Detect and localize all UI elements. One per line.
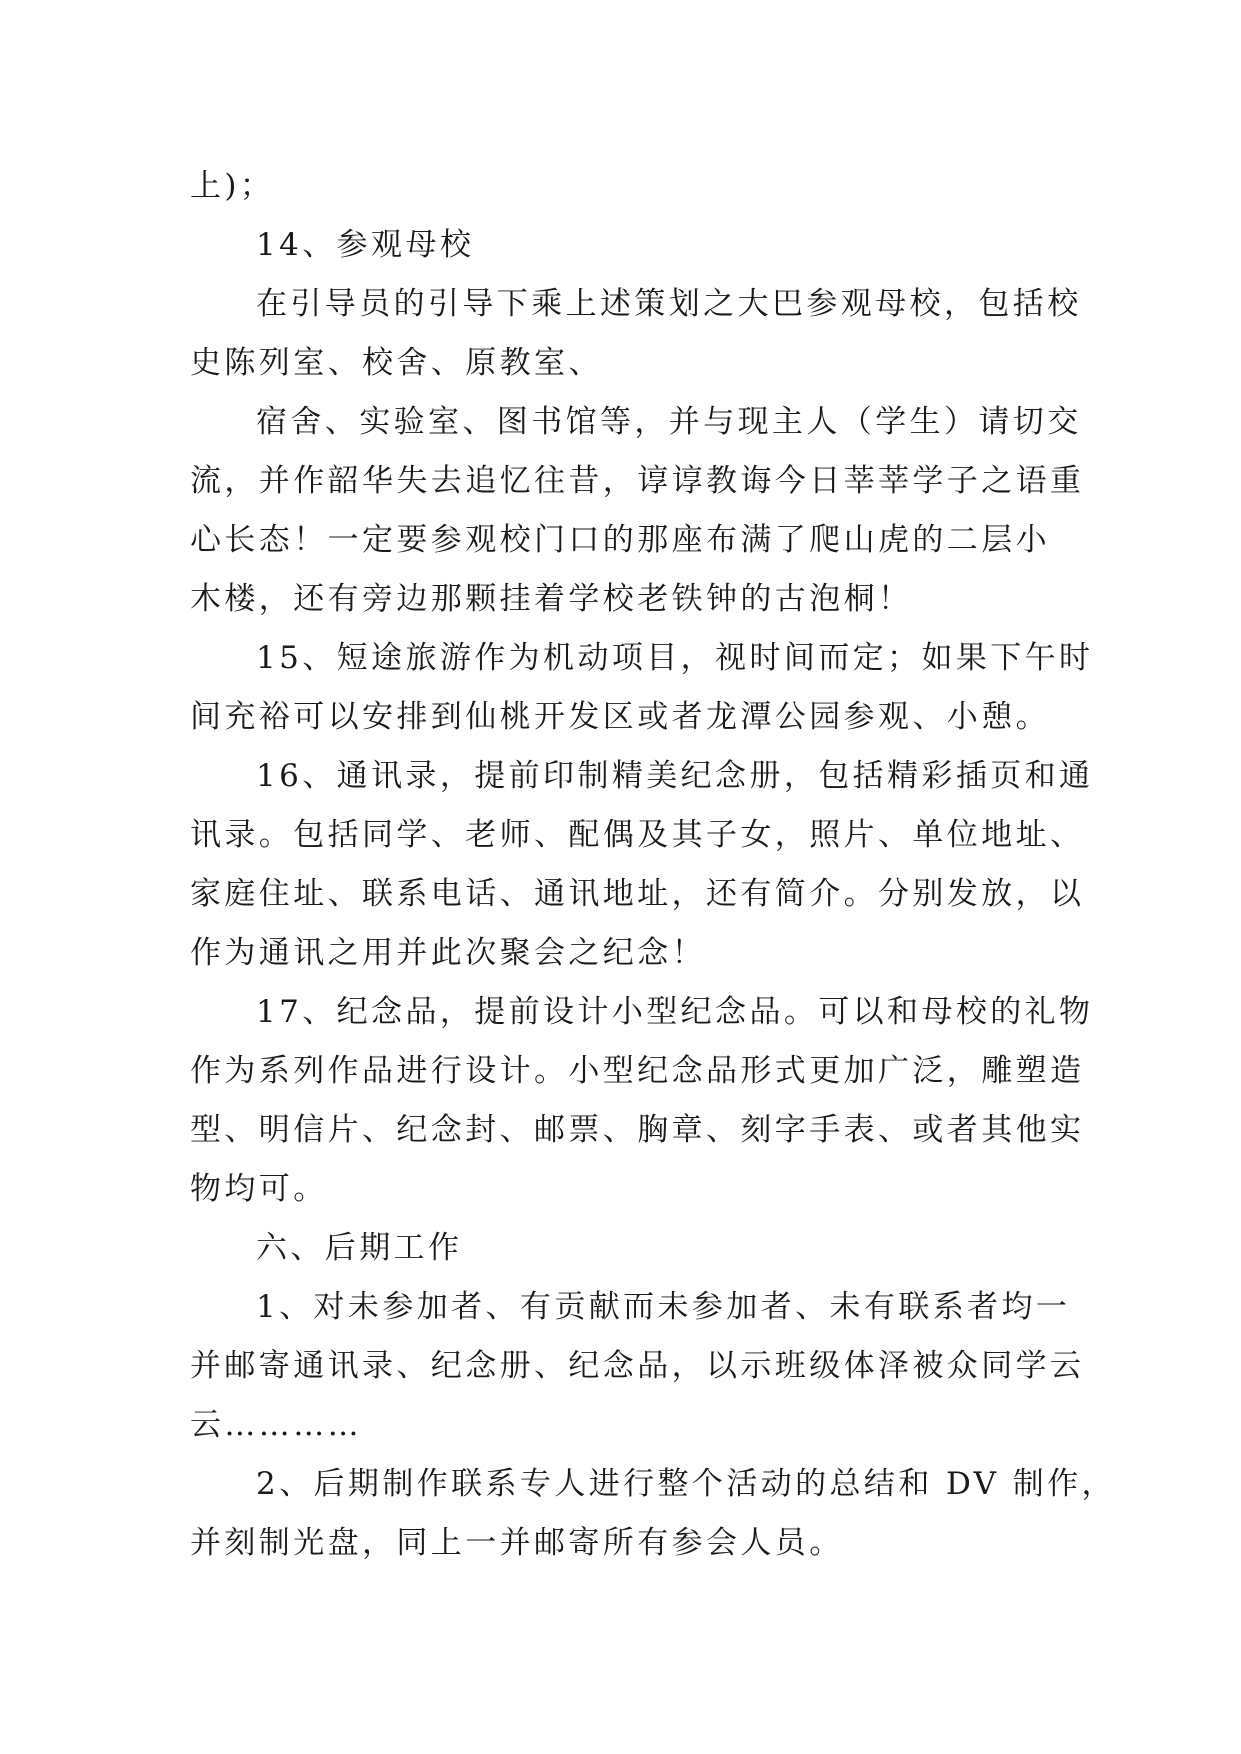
text-line: 16、通讯录，提前印制精美纪念册，包括精彩插页和通 bbox=[256, 758, 1094, 794]
text-line: 作为通讯之用并此次聚会之纪念！ bbox=[190, 935, 706, 971]
text-line: 心长态！一定要参观校门口的那座布满了爬山虎的二层小 bbox=[190, 522, 1050, 558]
text-line: 并刻制光盘，同上一并邮寄所有参会人员。 bbox=[190, 1525, 844, 1561]
text-line: 1、对未参加者、有贡献而未参加者、未有联系者均一 bbox=[256, 1289, 1071, 1325]
text-line: 2、后期制作联系专人进行整个活动的总结和 DV 制作， bbox=[256, 1466, 1116, 1502]
text-line: 并邮寄通讯录、纪念册、纪念品，以示班级体泽被众同学云 bbox=[190, 1348, 1085, 1384]
text-line: 15、短途旅游作为机动项目，视时间而定；如果下午时 bbox=[256, 640, 1094, 676]
text-line: 讯录。包括同学、老师、配偶及其子女，照片、单位地址、 bbox=[190, 817, 1085, 853]
text-line: 宿舍、实验室、图书馆等，并与现主人（学生）请切交 bbox=[256, 404, 1082, 440]
text-line: 17、纪念品，提前设计小型纪念品。可以和母校的礼物 bbox=[256, 994, 1094, 1030]
text-line: 史陈列室、校舍、原教室、 bbox=[190, 345, 603, 381]
text-line: 作为系列作品进行设计。小型纪念品形式更加广泛，雕塑造 bbox=[190, 1053, 1085, 1089]
document-body bbox=[190, 157, 1116, 1573]
section-heading: 六、后期工作 bbox=[256, 1230, 463, 1266]
text-line: 间充裕可以安排到仙桃开发区或者龙潭公园参观、小憩。 bbox=[190, 699, 1050, 735]
section-heading: 14、参观母校 bbox=[256, 227, 475, 263]
text-line: 物均可。 bbox=[190, 1171, 328, 1207]
text-line: 上)； bbox=[190, 168, 275, 204]
text-line: 云………… bbox=[190, 1407, 362, 1443]
text-line: 流，并作韶华失去追忆往昔，谆谆教诲今日莘莘学子之语重 bbox=[190, 463, 1085, 499]
text-line: 型、明信片、纪念封、邮票、胸章、刻字手表、或者其他实 bbox=[190, 1112, 1085, 1148]
text-line: 在引导员的引导下乘上述策划之大巴参观母校，包括校 bbox=[256, 286, 1082, 322]
text-line: 家庭住址、联系电话、通讯地址，还有简介。分别发放，以 bbox=[190, 876, 1085, 912]
text-line: 木楼，还有旁边那颗挂着学校老铁钟的古泡桐！ bbox=[190, 581, 913, 617]
